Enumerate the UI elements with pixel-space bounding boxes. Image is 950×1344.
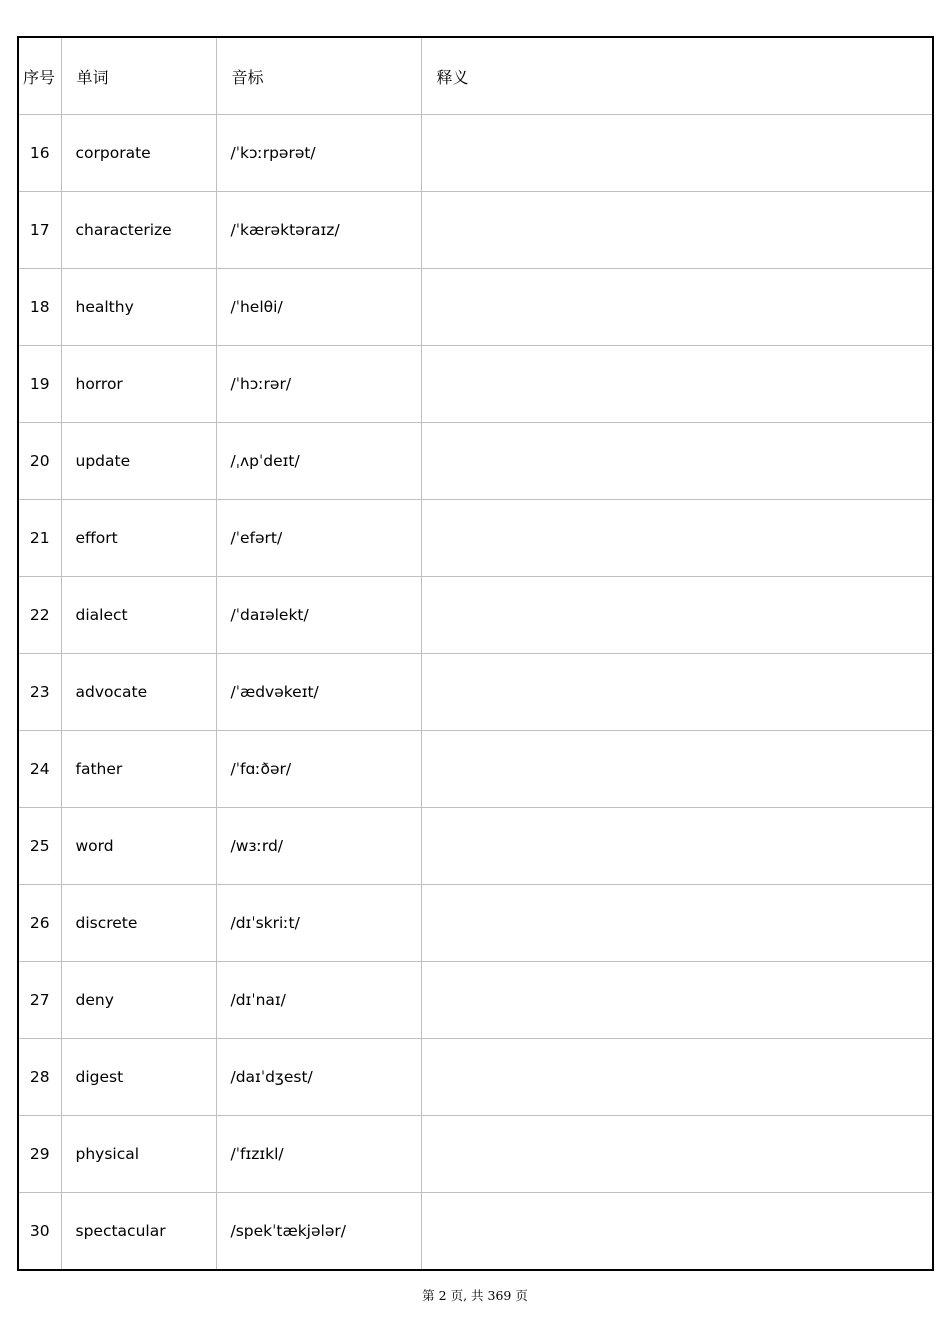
row-phonetic: /ˈfɪzɪkl/ bbox=[216, 1116, 421, 1193]
row-number: 25 bbox=[18, 808, 61, 885]
row-number: 26 bbox=[18, 885, 61, 962]
row-number: 27 bbox=[18, 962, 61, 1039]
row-phonetic: /ˈhɔːrər/ bbox=[216, 346, 421, 423]
row-phonetic: /ˈfɑːðər/ bbox=[216, 731, 421, 808]
table-row bbox=[18, 500, 933, 577]
row-number: 28 bbox=[18, 1039, 61, 1116]
row-number: 30 bbox=[18, 1193, 61, 1271]
row-number: 23 bbox=[18, 654, 61, 731]
table-body bbox=[18, 115, 933, 1271]
row-word: effort bbox=[61, 500, 216, 577]
row-number: 17 bbox=[18, 192, 61, 269]
row-word: word bbox=[61, 808, 216, 885]
row-definition bbox=[421, 192, 933, 269]
row-number: 21 bbox=[18, 500, 61, 577]
row-number: 24 bbox=[18, 731, 61, 808]
header-phonetic: 音标 bbox=[216, 37, 421, 115]
table-row bbox=[18, 192, 933, 269]
table-row bbox=[18, 885, 933, 962]
row-word: horror bbox=[61, 346, 216, 423]
row-definition bbox=[421, 885, 933, 962]
row-number: 16 bbox=[18, 115, 61, 192]
row-word: physical bbox=[61, 1116, 216, 1193]
row-phonetic: /ˈkɔːrpərət/ bbox=[216, 115, 421, 192]
table-row bbox=[18, 1039, 933, 1116]
table-row bbox=[18, 1116, 933, 1193]
row-phonetic: /ˈhelθi/ bbox=[216, 269, 421, 346]
table-row bbox=[18, 269, 933, 346]
row-word: advocate bbox=[61, 654, 216, 731]
row-number: 18 bbox=[18, 269, 61, 346]
table-row bbox=[18, 654, 933, 731]
table-header-row bbox=[18, 37, 933, 115]
page-footer: 第 2 页, 共 369 页 bbox=[422, 1288, 528, 1303]
row-word: healthy bbox=[61, 269, 216, 346]
row-phonetic: /ˌʌpˈdeɪt/ bbox=[216, 423, 421, 500]
table-row bbox=[18, 1193, 933, 1271]
header-number: 序号 bbox=[18, 37, 61, 115]
row-phonetic: /ˈefərt/ bbox=[216, 500, 421, 577]
table-row bbox=[18, 731, 933, 808]
row-definition bbox=[421, 115, 933, 192]
row-phonetic: /wɜːrd/ bbox=[216, 808, 421, 885]
row-word: digest bbox=[61, 1039, 216, 1116]
row-definition bbox=[421, 962, 933, 1039]
row-word: deny bbox=[61, 962, 216, 1039]
row-phonetic: /ˈdaɪəlekt/ bbox=[216, 577, 421, 654]
row-number: 19 bbox=[18, 346, 61, 423]
row-definition bbox=[421, 1193, 933, 1271]
row-phonetic: /spekˈtækjələr/ bbox=[216, 1193, 421, 1271]
row-number: 20 bbox=[18, 423, 61, 500]
row-word: father bbox=[61, 731, 216, 808]
table-row bbox=[18, 346, 933, 423]
table-row bbox=[18, 577, 933, 654]
row-definition bbox=[421, 808, 933, 885]
row-definition bbox=[421, 269, 933, 346]
row-definition bbox=[421, 654, 933, 731]
row-number: 29 bbox=[18, 1116, 61, 1193]
row-word: dialect bbox=[61, 577, 216, 654]
header-word: 单词 bbox=[61, 37, 216, 115]
row-phonetic: /ˈædvəkeɪt/ bbox=[216, 654, 421, 731]
row-phonetic: /dɪˈskriːt/ bbox=[216, 885, 421, 962]
row-definition bbox=[421, 500, 933, 577]
row-phonetic: /ˈkærəktəraɪz/ bbox=[216, 192, 421, 269]
row-definition bbox=[421, 423, 933, 500]
row-word: corporate bbox=[61, 115, 216, 192]
row-definition bbox=[421, 346, 933, 423]
row-definition bbox=[421, 1039, 933, 1116]
row-definition bbox=[421, 577, 933, 654]
row-number: 22 bbox=[18, 577, 61, 654]
row-definition bbox=[421, 731, 933, 808]
row-word: update bbox=[61, 423, 216, 500]
table-row bbox=[18, 423, 933, 500]
table-row bbox=[18, 115, 933, 192]
row-word: spectacular bbox=[61, 1193, 216, 1271]
row-phonetic: /daɪˈdʒest/ bbox=[216, 1039, 421, 1116]
row-word: characterize bbox=[61, 192, 216, 269]
header-definition: 释义 bbox=[421, 37, 933, 115]
row-definition bbox=[421, 1116, 933, 1193]
table-row bbox=[18, 808, 933, 885]
vocabulary-table bbox=[17, 36, 934, 1271]
row-phonetic: /dɪˈnaɪ/ bbox=[216, 962, 421, 1039]
row-word: discrete bbox=[61, 885, 216, 962]
table-row bbox=[18, 962, 933, 1039]
